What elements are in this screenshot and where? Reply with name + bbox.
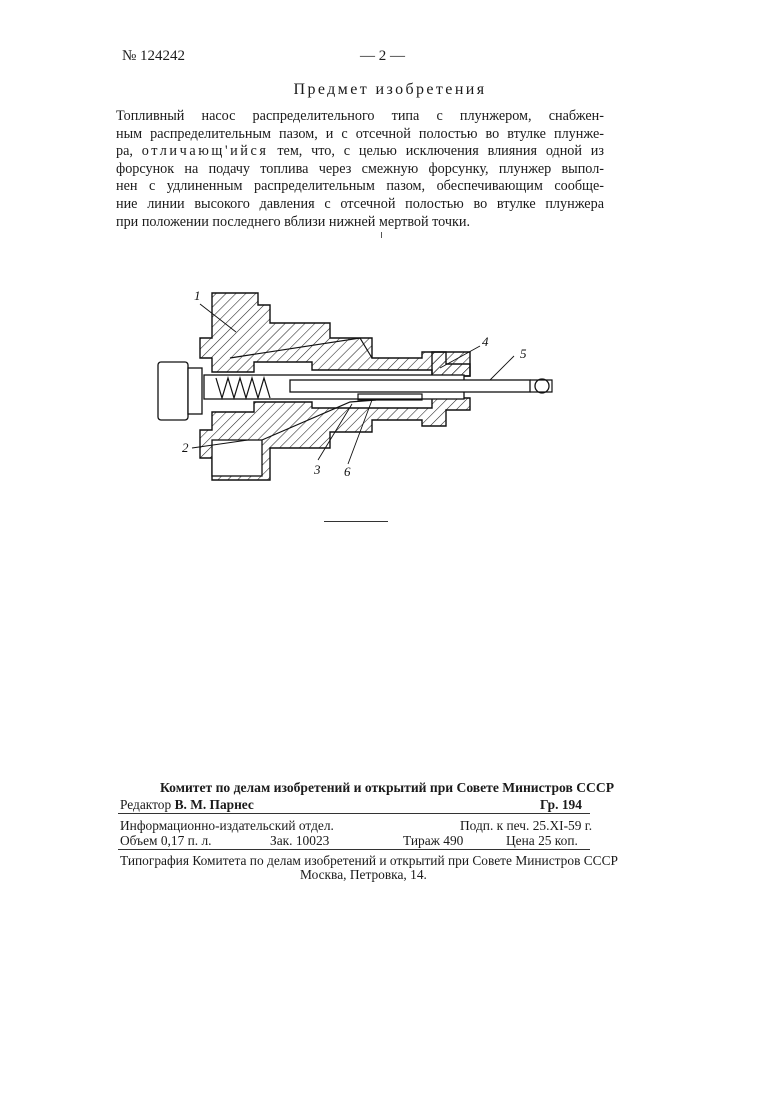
- volume: Объем 0,17 п. л.: [120, 833, 212, 849]
- price: Цена 25 коп.: [506, 833, 578, 849]
- editor-name: В. М. Парнес: [175, 797, 254, 812]
- claim-fragment: ра,: [116, 143, 133, 159]
- claim-text: [116, 108, 604, 231]
- label-5: 5: [520, 346, 527, 361]
- leader-5: [490, 356, 514, 380]
- label-6: 6: [344, 464, 351, 479]
- pump-body-upper: [200, 293, 470, 376]
- signed-to-print: Подп. к печ. 25.XI-59 г.: [460, 818, 592, 834]
- imprint-rule-bottom: [118, 849, 590, 850]
- claim-line-mixed: [116, 143, 604, 161]
- group-number: Гр. 194: [540, 797, 582, 813]
- claim-distinguishing-phrase: отличающ'ийся: [142, 143, 269, 159]
- editor-label: Редактор: [120, 797, 171, 812]
- nut-right: [432, 352, 470, 376]
- claim-line: нен с удлиненным распределительным пазом, обеспечивающим сообще-: [116, 178, 604, 196]
- plunger-rod: [290, 380, 530, 392]
- claim-fragment: тем, что, с целью исключения влияния одной из: [277, 143, 604, 159]
- label-4: 4: [482, 334, 489, 349]
- fuel-pump-drawing: [150, 280, 570, 500]
- order-number: Зак. 10023: [270, 833, 329, 849]
- label-1: 1: [194, 288, 201, 303]
- imprint-rule-top: [118, 813, 590, 814]
- printing-house: Типография Комитета по делам изобретений и открытий при Совете Министров СССР: [120, 853, 618, 869]
- claim-line: ным распределительным пазом, и с отсечной полостью во втулке плунже-: [116, 126, 604, 144]
- scan-mark: [381, 232, 382, 238]
- claim-line: при положении последнего вблизи нижней мертвой точки.: [116, 214, 604, 232]
- plug-head: [188, 368, 202, 414]
- claim-line: Топливный насос распределительного типа с плунжером, снабжен-: [116, 108, 604, 126]
- plug-bolt: [158, 362, 188, 420]
- outlet-port: [212, 440, 262, 476]
- label-2: 2: [182, 440, 189, 455]
- claim-line: форсунок на подачу топлива через смежную форсунку, плунжер выпол-: [116, 161, 604, 179]
- publishing-department: Информационно-издательский отдел.: [120, 818, 334, 834]
- editor-line: [120, 797, 254, 813]
- section-divider: [324, 521, 388, 522]
- claim-heading: Предмет изобретения: [0, 81, 780, 99]
- patent-number: № 124242: [122, 48, 185, 65]
- printing-address: Москва, Петровка, 14.: [300, 867, 427, 883]
- plunger-eye: [535, 379, 549, 393]
- claim-line: ние линии высокого давления с отсечной полостью во втулке плунжера: [116, 196, 604, 214]
- committee-name: Комитет по делам изобретений и открытий при Совете Министров СССР: [160, 780, 614, 796]
- print-run: Тираж 490: [403, 833, 463, 849]
- label-3: 3: [313, 462, 321, 477]
- page-number: — 2 —: [360, 48, 405, 65]
